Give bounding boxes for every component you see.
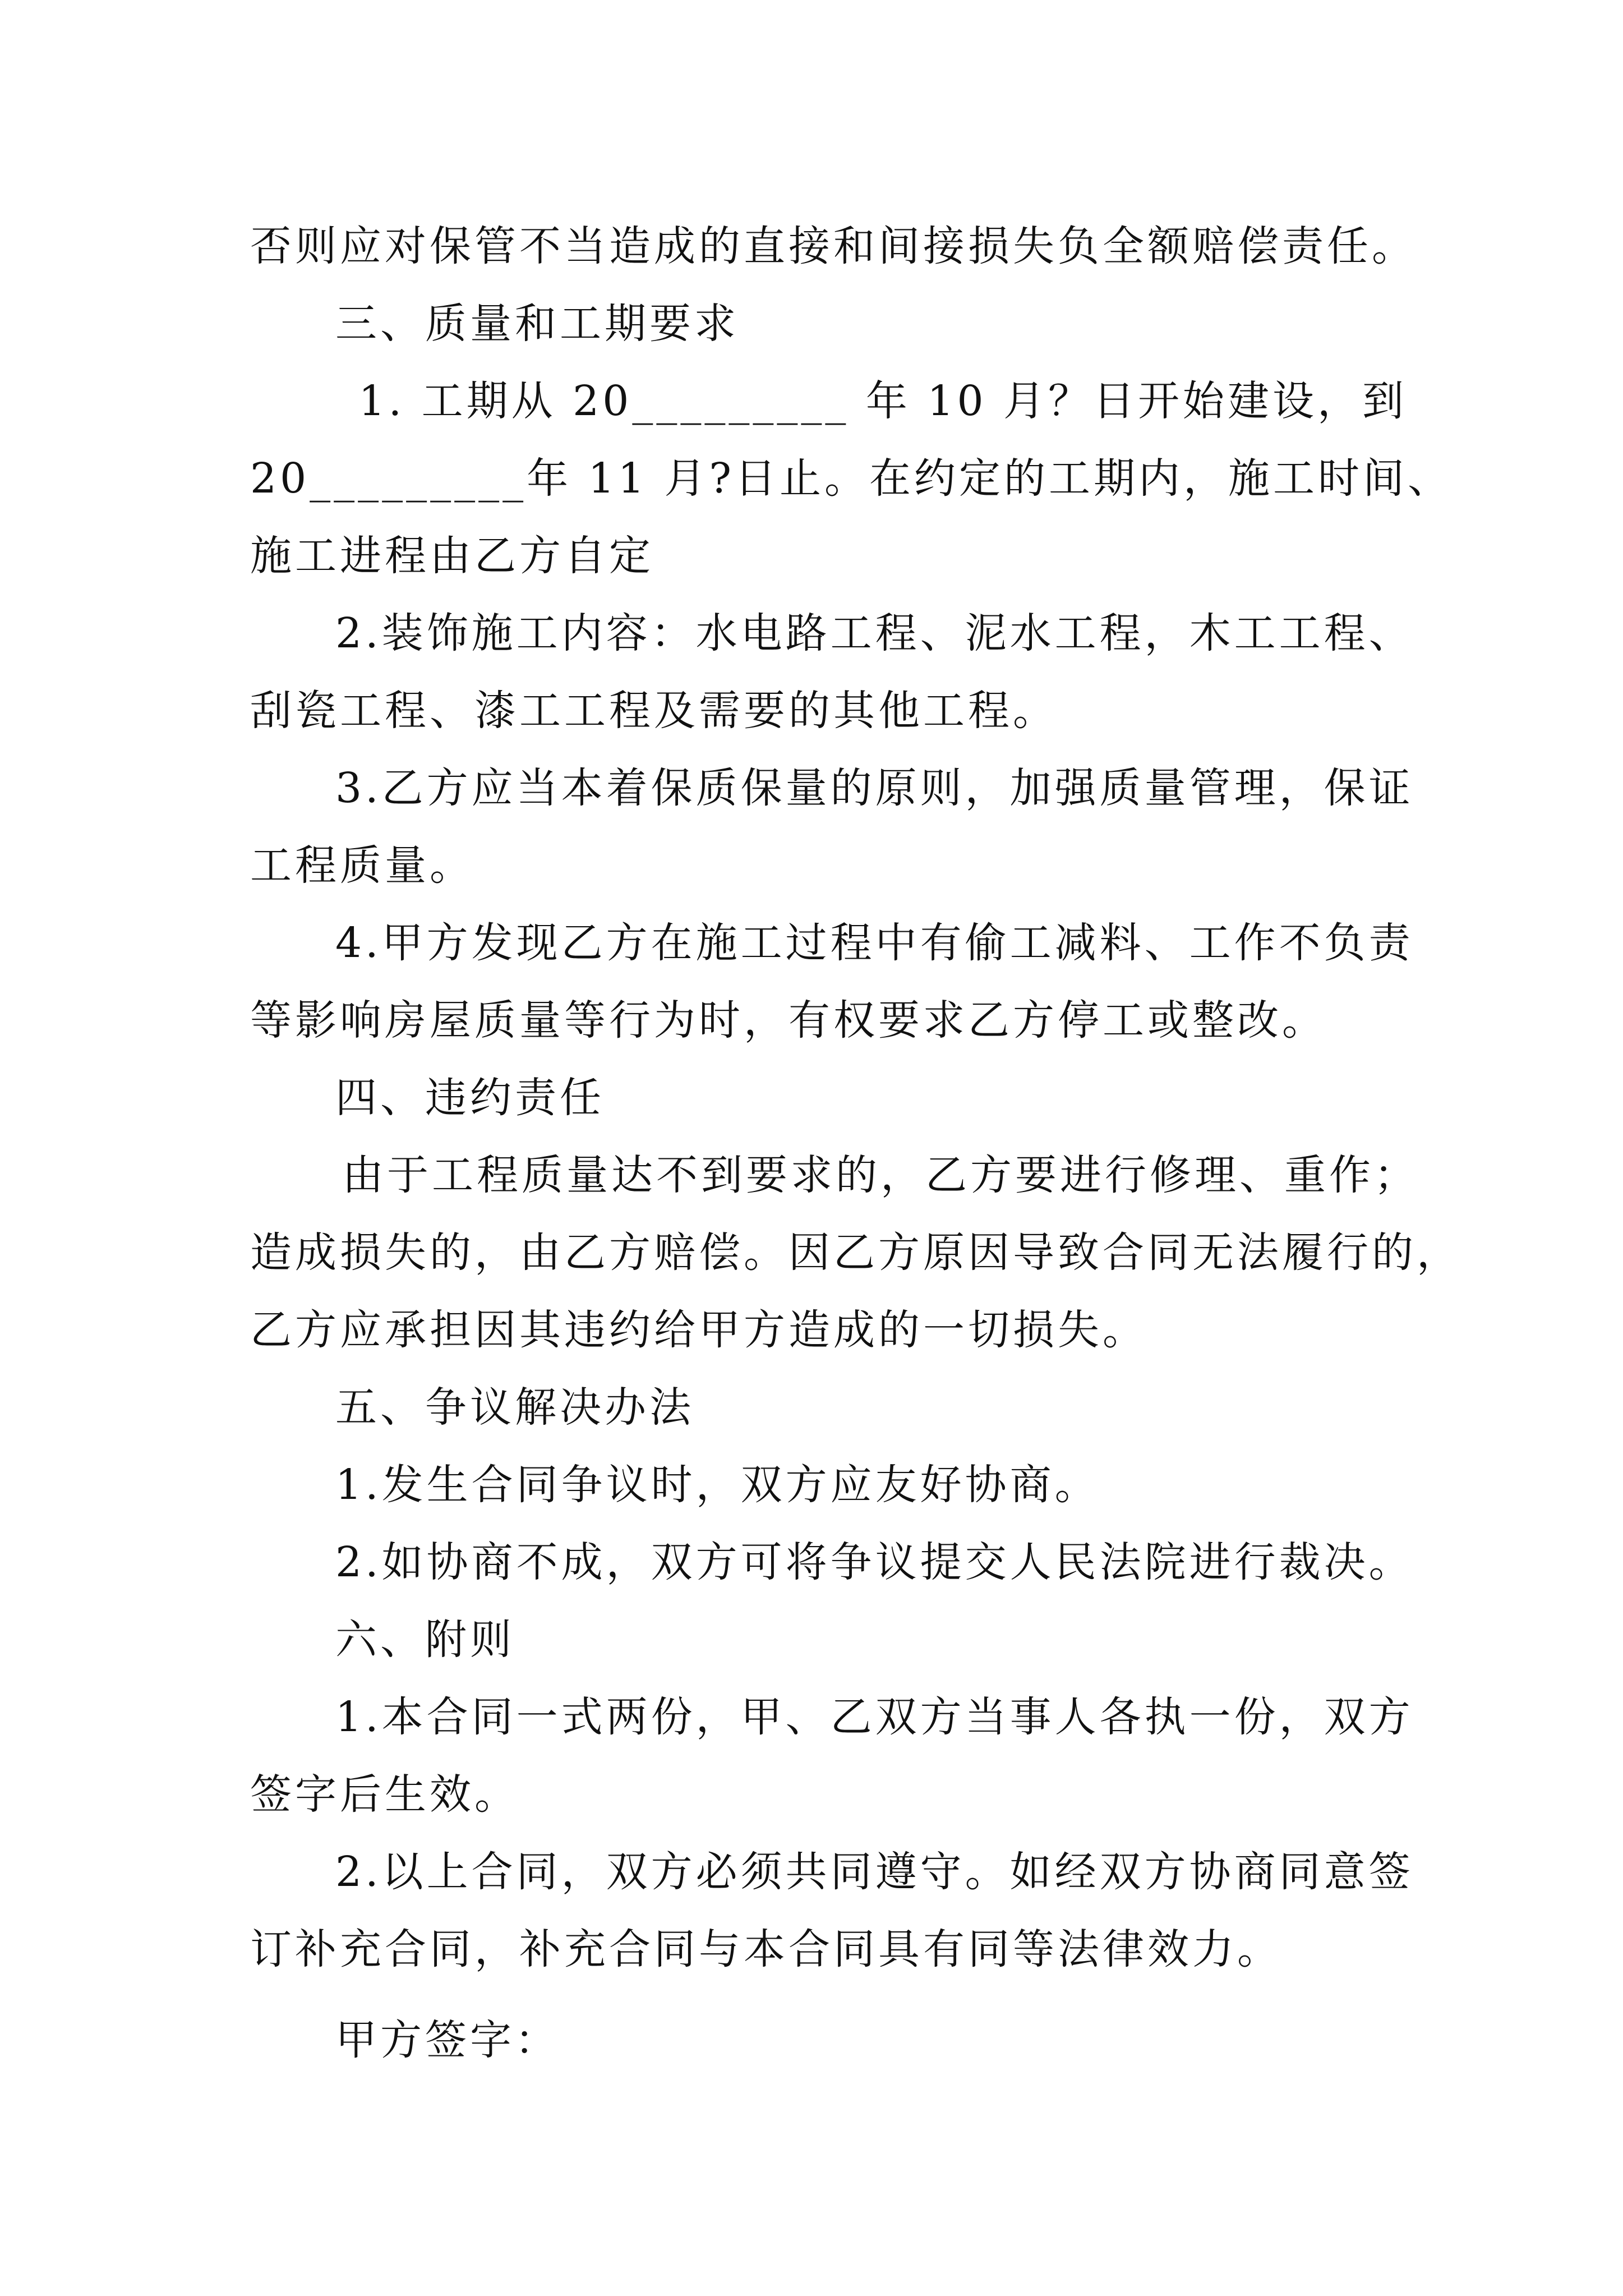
text-line: 签字后生效。 — [250, 1770, 519, 1819]
section-heading: 四、违约责任 — [335, 1074, 605, 1122]
text-line: 刮瓷工程、漆工工程及需要的其他工程。 — [250, 687, 1058, 735]
text-line: 等影响房屋质量等行为时，有权要求乙方停工或整改。 — [250, 996, 1327, 1045]
text-line: 1.发生合同争议时，双方应友好协商。 — [335, 1461, 1100, 1509]
text-line: 订补充合同，补充合同与本合同具有同等法律效力。 — [250, 1925, 1282, 1973]
text-line: 1. 工期从 20_________ 年 10 月？日开始建设，到 — [342, 377, 1408, 425]
text-line: 由于工程质量达不到要求的，乙方要进行修理、重作； — [342, 1151, 1419, 1199]
text-line: 乙方应承担因其违约给甲方造成的一切损失。 — [250, 1306, 1147, 1354]
text-line: 施工进程由乙方自定 — [250, 532, 654, 580]
text-line: 20_________年 11 月?日止。在约定的工期内，施工时间、 — [250, 454, 1453, 503]
text-line: 工程质量。 — [250, 841, 474, 890]
document-page — [250, 208, 1461, 2079]
section-heading: 六、附则 — [335, 1616, 515, 1664]
signature-label: 甲方签字： — [335, 2016, 560, 2064]
text-line: 4.甲方发现乙方在施工过程中有偷工减料、工作不负责 — [335, 919, 1414, 967]
section-heading: 三、质量和工期要求 — [335, 300, 739, 348]
text-line: 2.如协商不成，双方可将争议提交人民法院进行裁决。 — [335, 1538, 1414, 1586]
text-line: 1.本合同一式两份，甲、乙双方当事人各执一份，双方 — [335, 1693, 1414, 1741]
text-line: 3.乙方应当本着保质保量的原则，加强质量管理，保证 — [335, 764, 1414, 812]
text-line: 2.装饰施工内容：水电路工程、泥水工程，木工工程、 — [335, 609, 1414, 657]
section-heading: 五、争议解决办法 — [335, 1383, 694, 1432]
text-line: 否则应对保管不当造成的直接和间接损失负全额赔偿责任。 — [250, 222, 1417, 270]
text-line: 造成损失的，由乙方赔偿。因乙方原因导致合同无法履行的， — [250, 1228, 1461, 1277]
text-line: 2.以上合同，双方必须共同遵守。如经双方协商同意签 — [335, 1848, 1414, 1896]
